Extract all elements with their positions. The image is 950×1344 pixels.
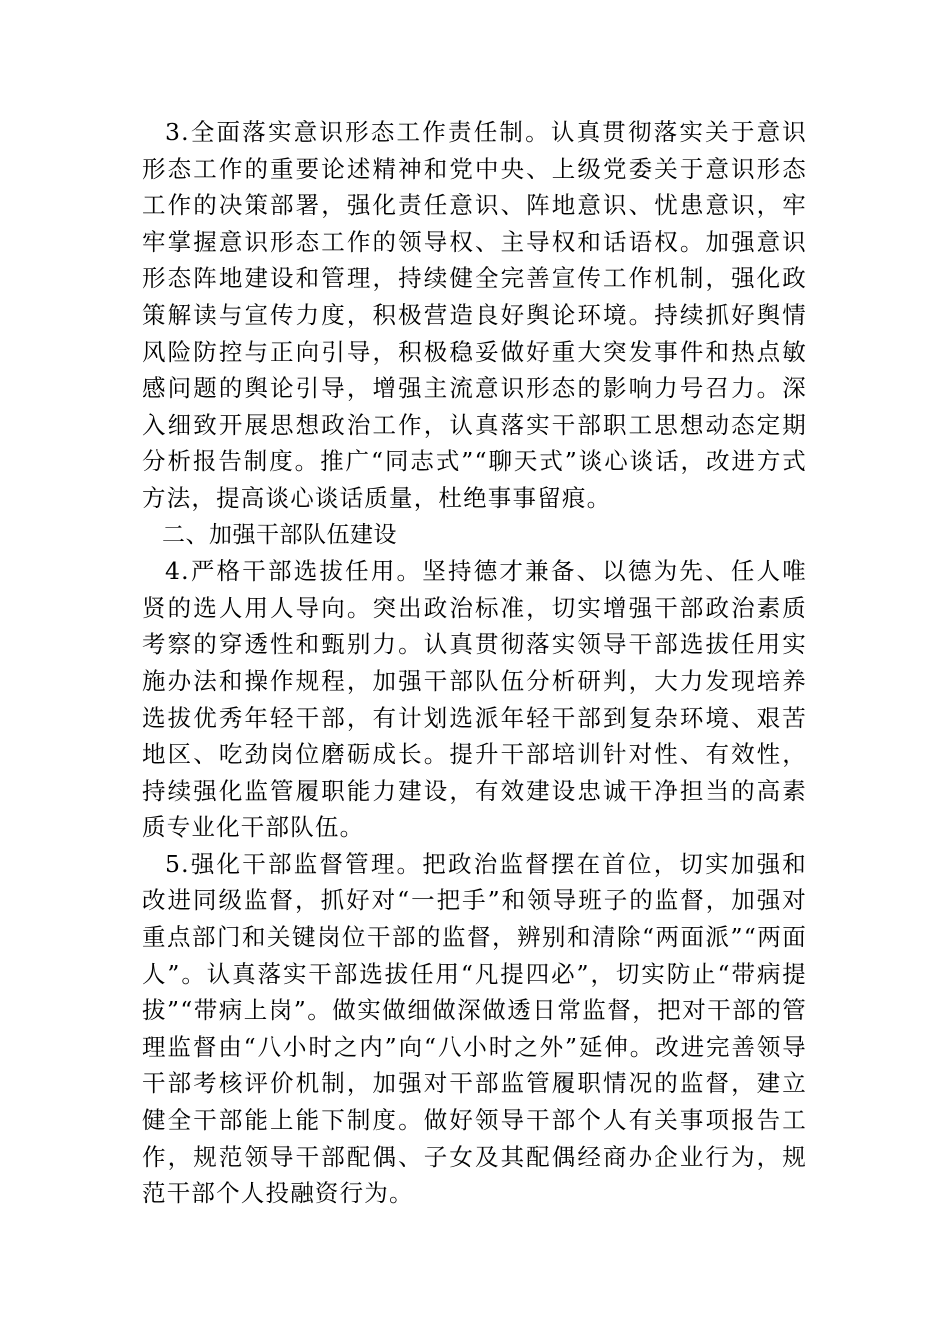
paragraph-cadre-selection: 4.严格干部选拔任用。坚持德才兼备、以德为先、任人唯贤的选人用人导向。突出政治标准，切实增强干部政治素质考察的穿透性和甄别力。认真贯彻落实领导干部选拔任用实施办法和操作规程，加强干部队伍分析研判，大力发现培养选拔优秀年轻干部，有计划选派年轻干部到复杂环境、艰苦地区、吃劲岗位磨砺成长。提升干部培训针对性、有效性，持续强化监管履职能力建设，有效建设忠诚干净担当的高素质专业化干部队伍。 (142, 557, 807, 842)
document-page (142, 114, 807, 1212)
paragraph-ideology-responsibility: 3.全面落实意识形态工作责任制。认真贯彻落实关于意识形态工作的重要论述精神和党中央、上级党委关于意识形态工作的决策部署，强化责任意识、阵地意识、忧患意识，牢牢掌握意识形态工作的领导权、主导权和话语权。加强意识形态阵地建设和管理，持续健全完善宣传工作机制，强化政策解读与宣传力度，积极营造良好舆论环境。持续抓好舆情风险防控与正向引导，积极稳妥做好重大突发事件和热点敏感问题的舆论引导，增强主流意识形态的影响力号召力。深入细致开展思想政治工作，认真落实干部职工思想动态定期分析报告制度。推广“同志式”“聊天式”谈心谈话，改进方式方法，提高谈心谈话质量，杜绝事事留痕。 (142, 118, 807, 512)
paragraph-cadre-supervision: 5.强化干部监督管理。把政治监督摆在首位，切实加强和改进同级监督，抓好对“一把手”和领导班子的监督，加强对重点部门和关键岗位干部的监督，辨别和清除“两面派”“两面人”。认真落实干部选拔任用“凡提四必”，切实防止“带病提拔”“带病上岗”。做实做细做深做透日常监督，把对干部的管理监督由“八小时之内”向“八小时之外”延伸。改进完善领导干部考核评价机制，加强对干部监管履职情况的监督，建立健全干部能上能下制度。做好领导干部个人有关事项报告工作，规范领导干部配偶、子女及其配偶经商办企业行为，规范干部个人投融资行为。 (142, 849, 807, 1208)
section-heading-cadre-team: 二、加强干部队伍建设 (162, 521, 397, 548)
